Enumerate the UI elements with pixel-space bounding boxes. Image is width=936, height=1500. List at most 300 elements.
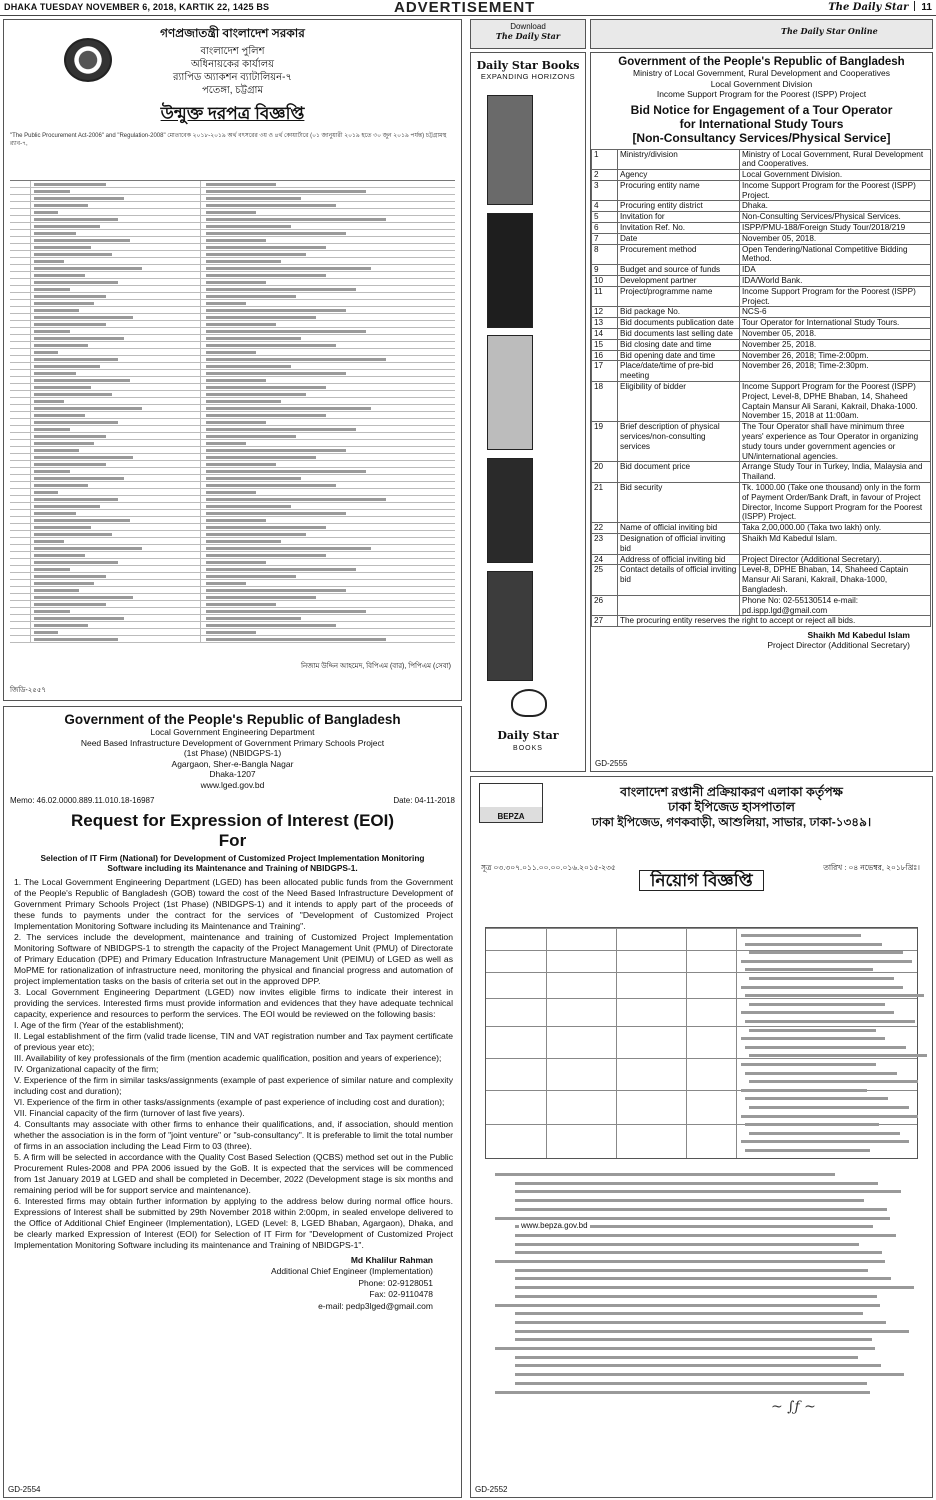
lged-title: Request for Expression of Interest (EOI) [70, 810, 395, 830]
bepza-title-text: নিয়োগ বিজ্ঞপ্তি [639, 870, 763, 891]
tender-table-cell [206, 554, 326, 557]
bepza-table-text [741, 1063, 876, 1066]
bid-row-number: 19 [592, 422, 618, 462]
tender-table-row [10, 531, 455, 538]
tender-gov: গণপ্রজাতন্ত্রী বাংলাদেশ সরকার [160, 26, 305, 40]
bid-row [592, 483, 931, 523]
bepza-term-line [515, 1338, 872, 1341]
bepza-term-line [515, 1190, 901, 1193]
tender-table-row [10, 286, 455, 293]
tender-location: পতেঙ্গা, চট্টগ্রাম [201, 85, 264, 96]
tender-table-cell [206, 470, 366, 473]
bid-row [592, 307, 931, 318]
tender-table-cell [206, 253, 306, 256]
tender-table-row [10, 419, 455, 426]
bepza-term-line [515, 1312, 863, 1315]
bid-row-key: Eligibility of bidder [618, 382, 740, 422]
lged-website-link[interactable]: www.lged.gov.bd [200, 779, 265, 790]
bid-row-number: 13 [592, 318, 618, 329]
bepza-term-line [515, 1373, 904, 1376]
tender-signature [301, 660, 451, 672]
tender-table-cell [34, 260, 64, 263]
bid-row-key: Bid security [618, 483, 740, 523]
tender-table-cell [206, 323, 276, 326]
tender-table-row [10, 629, 455, 636]
tender-table-cell [34, 505, 100, 508]
tender-table-cell [206, 624, 336, 627]
bid-row [592, 233, 931, 244]
tender-table-cell [34, 526, 91, 529]
bid-row [592, 244, 931, 265]
tender-table-cell [206, 386, 326, 389]
bepza-term-line [495, 1173, 835, 1176]
bid-row [592, 201, 931, 212]
lged-sign-title: Additional Chief Engineer (Implementation) [270, 1266, 433, 1276]
bid-row [592, 318, 931, 329]
tender-table-cell [206, 225, 291, 228]
tender-table-cell [206, 596, 316, 599]
bepza-table-text [749, 1132, 900, 1135]
tender-table-cell [34, 582, 94, 585]
tender-table-cell [206, 183, 276, 186]
bepza-table-rule [546, 928, 547, 1158]
bid-row-number: 25 [592, 565, 618, 595]
bid-row [592, 462, 931, 483]
bid-row [592, 554, 931, 565]
tender-table-row [10, 279, 455, 286]
bepza-term-line [515, 1286, 914, 1289]
bepza-table-text [741, 1115, 918, 1118]
bid-program: Income Support Program for the Poorest (ISPP) Project [656, 89, 867, 99]
bid-row-value: Level-8, DPHE Bhaban, 14, Shaheed Captain Mansur Ali Sarani, Kakrail, Dhaka-1000, Bangladesh. [740, 565, 931, 595]
tender-table-cell [34, 617, 124, 620]
lged-para-2: 2. The services include the development, maintenance and training of Customized Project Implementation Monitoring Software of NBIDGPS-1 to strength the capacity of the Project Management Unit (PMU) of Directorate of Primary Education (DPE) and Primary Education Infrastructure Management Unit (PEIMU) of LGED as well as MoPME for rationalization of infrastructure need, monitoring the physical and financial progress and automation of project implementation tasks on the basis of criteria set out in the approved DPP. [14, 931, 453, 986]
bid-row-number: 1 [592, 149, 618, 170]
bepza-logo-icon [479, 783, 543, 823]
bid-row-value: November 05, 2018. [740, 233, 931, 244]
bepza-table-text [741, 1011, 894, 1014]
bepza-table-text [749, 951, 903, 954]
tender-table-cell [34, 414, 85, 417]
tender-table-cell [34, 372, 76, 375]
bid-row-value: November 25, 2018. [740, 339, 931, 350]
bid-row-key: Bid documents publication date [618, 318, 740, 329]
tender-table-cell [34, 351, 58, 354]
bepza-table-text [745, 1097, 888, 1100]
tender-table-cell [206, 204, 336, 207]
tender-table-cell [34, 491, 58, 494]
tender-table [10, 180, 455, 643]
bid-title-2: for International Study Tours [679, 116, 844, 131]
tender-table-cell [34, 533, 112, 536]
tender-table-cell [206, 575, 296, 578]
bepza-table-text [741, 1089, 867, 1092]
tender-table-row [10, 496, 455, 503]
ds-download-paper: The Daily Star [495, 31, 561, 41]
bepza-table-rule [686, 928, 687, 1158]
police-emblem-icon [64, 38, 112, 82]
lged-phase: (1st Phase) (NBIDGPS-1) [183, 748, 282, 758]
bid-row-key: Budget and source of funds [618, 265, 740, 276]
bid-row-value: The Tour Operator shall have minimum three years' experience as Tour Operator in organizing study tours under government agencies or UN/international agencies. [740, 422, 931, 462]
tender-table-row [10, 433, 455, 440]
bepza-table-text [741, 1037, 885, 1040]
ds-download-label: Download [510, 22, 546, 31]
bid-row-key: Bid closing date and time [618, 339, 740, 350]
bid-row [592, 223, 931, 234]
bid-row-key: Bid document price [618, 462, 740, 483]
bid-row-number: 27 [592, 616, 618, 627]
bepza-table-text [749, 1029, 876, 1032]
tender-table-cell [206, 365, 291, 368]
tender-table-row [10, 188, 455, 195]
tender-table-row [10, 503, 455, 510]
bepza-term-line [515, 1321, 886, 1324]
tender-table-row [10, 293, 455, 300]
bepza-term-line [515, 1182, 878, 1185]
bepza-term-line [515, 1243, 859, 1246]
tender-table-row [10, 335, 455, 342]
tender-table-cell [206, 491, 256, 494]
tender-table-cell [206, 330, 366, 333]
bepza-table [485, 927, 918, 1159]
bepza-table-rule [486, 972, 917, 973]
tender-table-cell [34, 204, 88, 207]
lged-date: Date: 04-11-2018 [393, 795, 455, 805]
tender-table-cell [34, 610, 70, 613]
bid-row-number: 18 [592, 382, 618, 422]
page-number: 11 [921, 2, 932, 13]
bepza-table-text [745, 943, 882, 946]
tender-intro: "The Public Procurement Act-2006" and "Regulation-2008" মোতাবেক ২০১৮-২০১৯ অর্থ বৎসরের ৩য় ও ৪র্থ কোয়ার্টারে (০১ জানুয়ারী ২০১৯ হতে ৩০ জুন ২০১৯ পর্যন্ত) চট্টগ্রামস্থ র‍্যাব-৭, [10, 133, 447, 147]
tender-table-cell [34, 477, 124, 480]
lged-para-1: 1. The Local Government Engineering Department (LGED) has been allocated public funds from the Government of the People's Republic of Bangladesh (GOB) toward the cost of the Need Based Infrastructure Development of Government Primary Schools Project (1st Phase) (NBIDGPS-1) and it intends to apply part of the proceeds of these funds to payments under the contract for the services of "Development of Customized Project Implementation Monitoring Software including its Maintenance and Training". [14, 876, 453, 931]
bepza-table-text [745, 1072, 897, 1075]
lged-para-6: 6. Interested firms may obtain further information by applying to the address below during normal office hours. Expressions of Interest shall be submitted by 29th November 2018 within 2:00pm, in sealed envelope delivered to the Office of Additional Chief Engineer (Implementation), LGED (Level: 8, LGED Bhaban, Agargaon), Dhaka, and be clearly marked Expression of Interest (EOI) for Selection of IT Firm for "Development of Customized Project Implementation Monitoring Software including its maintenance and Training of NBIDGPS-1". [14, 1195, 453, 1250]
bepza-term-line [515, 1382, 867, 1385]
tender-table-row [10, 377, 455, 384]
bepza-term-line [495, 1217, 890, 1220]
tender-table-row [10, 321, 455, 328]
lged-selection: Selection of IT Firm (National) for Development of Customized Project Implementation Monitoring Software including its Maintenance and Training of NBIDGPS-1. [40, 852, 425, 873]
bepza-table-text [745, 1123, 879, 1126]
tender-table-cell [206, 344, 336, 347]
bid-sign-title: Project Director (Additional Secretary) [767, 640, 910, 651]
tender-table-row [10, 440, 455, 447]
lged-address-2: Dhaka-1207 [209, 769, 256, 779]
tender-table-row [10, 216, 455, 223]
tender-table-cell [34, 330, 70, 333]
bepza-date: তারিখ : ০৪ নভেম্বর, ২০১৮খ্রিঃ। [823, 863, 920, 872]
bid-row-key: Brief description of physical services/non-consulting services [618, 422, 740, 462]
bid-row [592, 523, 931, 534]
tender-table-cell [206, 295, 296, 298]
bid-title-1: Bid Notice for Engagement of a Tour Operator [630, 102, 893, 117]
bid-row-value: Income Support Program for the Poorest (ISPP) Project, Level-8, DPHE Bhaban, 14, Shaheed Captain Mansur Ali Sarani, Kakrail, Dhaka-1000. November 15, 2018 at 11:00am. [740, 382, 931, 422]
bid-row [592, 180, 931, 201]
tender-table-cell [34, 358, 118, 361]
tender-table-cell [206, 631, 256, 634]
bepza-website-link[interactable]: www.bepza.gov.bd [521, 1221, 588, 1230]
tender-table-row [10, 209, 455, 216]
bid-sign-name: Shaikh Md Kabedul Islam [807, 630, 910, 641]
tender-table-row [10, 195, 455, 202]
tender-table-cell [34, 267, 142, 270]
bepza-table-rule [616, 928, 617, 1158]
tender-table-cell [34, 400, 64, 403]
bid-row-value: Tour Operator for International Study Tours. [740, 318, 931, 329]
bid-row [592, 329, 931, 340]
bid-row-number: 5 [592, 212, 618, 223]
bid-row-number: 20 [592, 462, 618, 483]
tender-table-row [10, 202, 455, 209]
bepza-term-line [515, 1199, 864, 1202]
tender-table-cell [206, 414, 326, 417]
tender-table-row [10, 447, 455, 454]
bepza-table-rule [736, 928, 737, 1158]
tender-table-cell [34, 603, 106, 606]
tender-table-cell [206, 274, 326, 277]
bid-row-number: 15 [592, 339, 618, 350]
tender-table-cell [34, 631, 58, 634]
bepza-logo-text: BEPZA [497, 812, 525, 821]
bid-row-value: Dhaka. [740, 201, 931, 212]
bid-row-number: 4 [592, 201, 618, 212]
tender-table-cell [206, 197, 301, 200]
bid-row-value: Arrange Study Tour in Turkey, India, Malaysia and Thailand. [740, 462, 931, 483]
bid-row [592, 595, 931, 616]
tender-table-row [10, 181, 455, 188]
bepza-term-line [515, 1364, 881, 1367]
tender-table-row [10, 391, 455, 398]
bepza-table-text [741, 1140, 909, 1143]
book-cover-5 [487, 571, 533, 681]
bid-row-key: Bid documents last selling date [618, 329, 740, 340]
lged-criterion-6: VI. Experience of the firm in other tasks/assignments (example of past experience of including cost and duration); [14, 1096, 445, 1107]
tender-table-cell [206, 561, 266, 564]
bid-ministry: Ministry of Local Government, Rural Development and Cooperatives [632, 68, 890, 78]
tender-table-cell [206, 442, 246, 445]
lged-para-4: 4. Consultants may associate with other firms to enhance their qualifications, and, if association, should mention whether the association is in the form of "joint venture" or "sub-consultancy". It is preferable to limit the total number of firms in an association including the Lead Firm to 03 (three). [14, 1118, 453, 1151]
books-subtitle: EXPANDING HORIZONS [480, 72, 576, 81]
bid-row-key: Bid opening date and time [618, 350, 740, 361]
tender-table-row [10, 566, 455, 573]
bepza-table-text [749, 1106, 909, 1109]
bid-title-3: [Non-Consultancy Services/Physical Service] [632, 130, 891, 145]
bepza-term-line [515, 1330, 909, 1333]
tender-table-cell [206, 512, 346, 515]
tender-table-cell [34, 435, 106, 438]
tender-table-cell [34, 519, 130, 522]
bid-row-key: Designation of official inviting bid [618, 533, 740, 554]
tender-table-cell [34, 302, 94, 305]
bid-row-number: 11 [592, 286, 618, 307]
tender-table-cell [34, 568, 70, 571]
tender-table-cell [206, 603, 276, 606]
bid-row-number: 26 [592, 595, 618, 616]
bid-row-number: 21 [592, 483, 618, 523]
tender-table-cell [206, 309, 346, 312]
lged-project: Need Based Infrastructure Development of Government Primary Schools Project [80, 737, 385, 748]
tender-table-cell [206, 267, 371, 270]
bid-row-value: Taka 2,00,000.00 (Taka two lakh) only. [740, 523, 931, 534]
tender-table-cell [34, 211, 58, 214]
tender-table-cell [34, 449, 79, 452]
tender-table-cell [206, 547, 371, 550]
tender-table-cell [34, 456, 133, 459]
bepza-h3: ঢাকা ইপিজেড, গণকবাড়ী, আশুলিয়া, সাভার, ঢাকা-১৩৪৯। [591, 815, 872, 829]
bid-row-value: NCS-6 [740, 307, 931, 318]
tender-table-cell [206, 533, 306, 536]
tender-table-row [10, 468, 455, 475]
tender-table-cell [206, 456, 316, 459]
dateline: DHAKA TUESDAY NOVEMBER 6, 2018, KARTIK 22, 1425 BS [4, 2, 270, 12]
lged-criterion-1: I. Age of the firm (Year of the establishment); [14, 1019, 184, 1030]
lged-criterion-5: V. Experience of the firm in similar tasks/assignments (example of past experience of similar nature and complexity including cost and duration); [14, 1074, 453, 1096]
bepza-terms [485, 1169, 918, 1399]
tender-table-cell [34, 253, 112, 256]
lged-memo-row [4, 796, 461, 805]
tender-table-cell [206, 519, 266, 522]
bid-row [592, 276, 931, 287]
tender-table-row [10, 258, 455, 265]
tender-table-cell [34, 561, 118, 564]
book-cover-3 [487, 335, 533, 450]
bid-row [592, 565, 931, 595]
bepza-table-text [745, 994, 924, 997]
tender-table-cell [206, 449, 346, 452]
bepza-table-text [749, 1054, 927, 1057]
tender-table-cell [206, 540, 281, 543]
tender-table-cell [34, 295, 106, 298]
lged-para-3: 3. Local Government Engineering Department (LGED) now invites eligible firms to indicate their interest in providing the services. Interested firms must provide information and evidences that they have adequate technical capacity, experience and resources to perform the services. The EOI would be reviewed on the following basis: [14, 986, 453, 1019]
tender-table-row [10, 426, 455, 433]
book-cover-4 [487, 458, 533, 563]
tender-table-cell [34, 232, 76, 235]
bid-row-key: Procuring entity name [618, 180, 740, 201]
tender-table-cell [34, 470, 70, 473]
bid-row-number: 6 [592, 223, 618, 234]
tender-table-cell [34, 421, 118, 424]
tender-table-row [10, 265, 455, 272]
ds-books-ad [470, 52, 586, 772]
tender-table-cell [34, 386, 91, 389]
lged-code: GD-2554 [8, 1485, 41, 1494]
tender-table-cell [206, 190, 366, 193]
books-title: Daily Star Books [476, 59, 580, 72]
bepza-table-text [745, 1149, 870, 1152]
bid-row-value: November 05, 2018. [740, 329, 931, 340]
bepza-code: GD-2552 [475, 1485, 508, 1494]
bid-row-key: Place/date/time of pre-bid meeting [618, 361, 740, 382]
bid-row-value: IDA [740, 265, 931, 276]
lged-dept: Local Government Engineering Department [150, 727, 315, 737]
tender-table-cell [206, 435, 296, 438]
bepza-table-rule [486, 928, 917, 929]
bid-row-value: Non-Consulting Services/Physical Services. [740, 212, 931, 223]
tender-table-cell [34, 288, 70, 291]
bid-row [592, 361, 931, 382]
tender-table-cell [34, 379, 130, 382]
lged-criterion-3: III. Availability of key professionals of the firm (mention academic qualification, position and years of experience); [14, 1052, 442, 1063]
bid-row-key: Date [618, 233, 740, 244]
tender-table-row [10, 370, 455, 377]
bid-row-value: Income Support Program for the Poorest (ISPP) Project. [740, 180, 931, 201]
tender-table-row [10, 349, 455, 356]
lged-gov: Government of the People's Republic of Bangladesh [64, 712, 401, 727]
tender-table-row [10, 482, 455, 489]
tender-table-cell [34, 575, 106, 578]
bid-row-number: 14 [592, 329, 618, 340]
tender-table-row [10, 559, 455, 566]
bid-row-key [618, 595, 740, 616]
bepza-table-text [745, 1046, 906, 1049]
tender-table-cell [34, 540, 64, 543]
tender-table-row [10, 545, 455, 552]
tender-table-row [10, 272, 455, 279]
tender-table-cell [206, 302, 246, 305]
bid-notice-ad [590, 52, 933, 772]
bid-row-key: Bid package No. [618, 307, 740, 318]
tender-table-row [10, 223, 455, 230]
tender-table-cell [34, 442, 94, 445]
bepza-h1: বাংলাদেশ রপ্তানী প্রক্রিয়াকরণ এলাকা কর্তৃপক্ষ [620, 785, 843, 799]
tender-table-cell [206, 589, 346, 592]
tender-table-cell [206, 484, 336, 487]
tender-table-row [10, 489, 455, 496]
bid-row-key: Procuring entity district [618, 201, 740, 212]
bepza-table-rule [486, 1058, 917, 1059]
tender-table-cell [34, 316, 133, 319]
tender-table-cell [34, 190, 70, 193]
lged-email[interactable]: e-mail: pedp3lged@gmail.com [318, 1300, 433, 1311]
tender-table-cell [34, 407, 142, 410]
bid-row-value: Phone No: 02-55130514 e-mail: pd.ispp.lgd@gmail.com [740, 595, 931, 616]
tender-table-cell [206, 407, 371, 410]
tender-table-row [10, 356, 455, 363]
tender-table-cell [206, 610, 366, 613]
tender-table-cell [34, 596, 133, 599]
lged-eoi-ad [3, 706, 462, 1498]
book-cover-2 [487, 213, 533, 328]
bid-row-key: Contact details of official inviting bid [618, 565, 740, 595]
tender-table-row [10, 251, 455, 258]
tender-table-cell [34, 281, 118, 284]
tender-signer: নিজাম উদ্দিন আহমেদ, বিপিএম (বার), পিপিএম (সেবা) [300, 663, 451, 670]
bepza-ad [470, 776, 933, 1498]
bepza-table-text [745, 968, 873, 971]
tender-police: বাংলাদেশ পুলিশ [200, 46, 265, 57]
tender-table-row [10, 517, 455, 524]
bid-table [591, 149, 931, 628]
masthead [0, 0, 936, 16]
lged-sign-name: Md Khalilur Rahman [350, 1254, 433, 1265]
tender-table-row [10, 244, 455, 251]
bid-row-number: 9 [592, 265, 618, 276]
tender-table-cell [206, 218, 386, 221]
tender-table-cell [34, 197, 124, 200]
tender-table-cell [206, 239, 266, 242]
tender-table-cell [206, 638, 386, 641]
bepza-table-text [749, 1080, 918, 1083]
bepza-table-text [741, 934, 861, 937]
tender-table-row [10, 580, 455, 587]
lged-phone: Phone: 02-9128051 [358, 1277, 433, 1288]
bid-row-value: Shaikh Md Kabedul Islam. [740, 533, 931, 554]
tender-table-cell [206, 421, 266, 424]
bepza-term-line [515, 1251, 882, 1254]
bid-division: Local Government Division [710, 78, 813, 89]
